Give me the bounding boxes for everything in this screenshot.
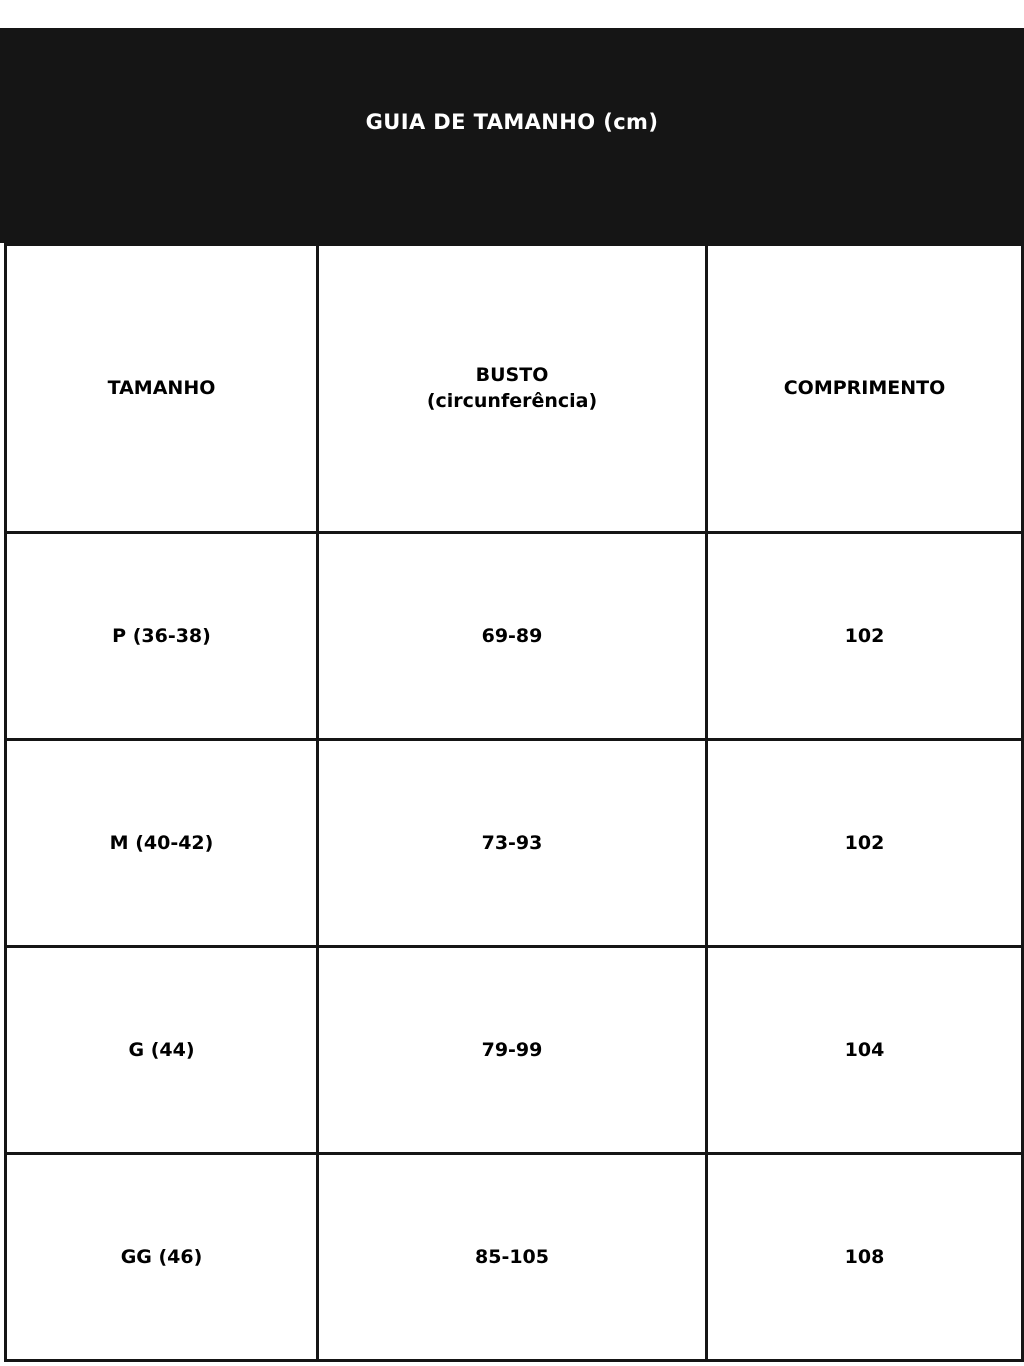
- table-row: [6, 947, 1023, 1154]
- cell-tamanho: G (44): [6, 947, 318, 1154]
- table-row: [6, 533, 1023, 740]
- column-header-busto-label: BUSTO: [475, 363, 549, 386]
- column-header-busto: [318, 245, 707, 533]
- size-table-container: [0, 243, 1024, 1362]
- cell-busto: 85-105: [318, 1154, 707, 1361]
- cell-busto: 69-89: [318, 533, 707, 740]
- column-header-tamanho: [6, 245, 318, 533]
- table-body: [6, 533, 1023, 1361]
- cell-comprimento: 104: [707, 947, 1023, 1154]
- cell-tamanho: P (36-38): [6, 533, 318, 740]
- cell-tamanho: M (40-42): [6, 740, 318, 947]
- header-banner: [0, 28, 1024, 243]
- column-header-comprimento: [707, 245, 1023, 533]
- size-guide-table: [4, 243, 1024, 1362]
- table-row: [6, 740, 1023, 947]
- table-header: [6, 245, 1023, 533]
- table-header-row: [6, 245, 1023, 533]
- column-header-busto-sublabel: (circunferência): [426, 389, 598, 412]
- cell-busto: 79-99: [318, 947, 707, 1154]
- column-header-comprimento-label: COMPRIMENTO: [783, 376, 946, 399]
- column-header-tamanho-label: TAMANHO: [107, 376, 216, 399]
- cell-comprimento: 108: [707, 1154, 1023, 1361]
- cell-comprimento: 102: [707, 533, 1023, 740]
- page-title: GUIA DE TAMANHO (cm): [365, 110, 659, 134]
- cell-tamanho: GG (46): [6, 1154, 318, 1361]
- cell-comprimento: 102: [707, 740, 1023, 947]
- table-row: [6, 1154, 1023, 1361]
- cell-busto: 73-93: [318, 740, 707, 947]
